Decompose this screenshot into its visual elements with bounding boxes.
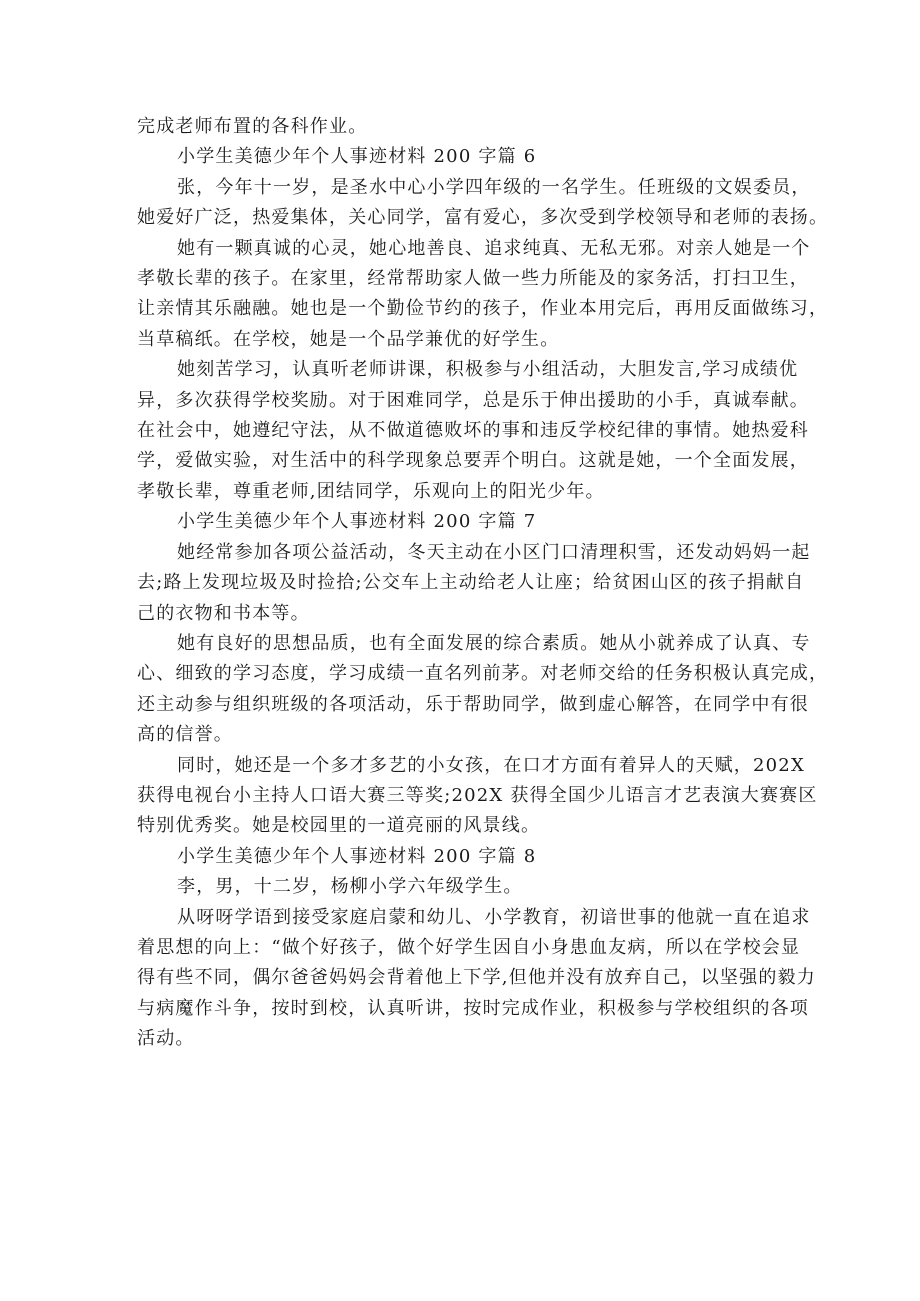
section-heading: 小学生美德少年个人事迹材料 200 字篇 6 (177, 146, 537, 168)
text-line: 完成老师布置的各科作业。 (137, 116, 368, 137)
text-line: 学，爱做实验，对生活中的科学现象总要弄个明白。这就是她，一个全面发展， (137, 450, 809, 472)
text-line: 着思想的向上：“做个好孩子，做个好学生因自小身患血友病，所以在学校会显 (137, 936, 801, 958)
section-heading: 小学生美德少年个人事迹材料 200 字篇 7 (177, 511, 537, 533)
text-line: 心、细致的学习态度，学习成绩一直名列前茅。对老师交给的任务积极认真完成， (137, 663, 829, 685)
text-line: 特别优秀奖。她是校园里的一道亮丽的风景线。 (137, 815, 541, 837)
text-line: 在社会中，她遵纪守法，从不做道德败坏的事和违反学校纪律的事情。她热爱科 (137, 420, 809, 442)
text-line: 还主动参与组织班级的各项活动，乐于帮助同学，做到虚心解答，在同学中有很 (137, 693, 809, 715)
paragraph-line: 李，男，十二岁，杨柳小学六年级学生。 (177, 876, 523, 898)
text-line: 孝敬长辈，尊重老师,团结同学，乐观向上的阳光少年。 (137, 480, 605, 502)
paragraph-line: 她有一颗真诚的心灵，她心地善良、追求纯真、无私无邪。对亲人她是一个 (177, 237, 811, 259)
text-line: 与病魔作斗争，按时到校，认真听讲，按时完成作业，积极参与学校组织的各项 (137, 997, 809, 1019)
text-line: 获得电视台小主持人口语大赛三等奖;202X 获得全国少儿语言才艺表演大赛赛区 (137, 784, 818, 806)
text-line: 活动。 (137, 1028, 195, 1050)
text-line: 异，多次获得学校奖励。对于困难同学，总是乐于伸出援助的小手，真诚奉献。 (137, 389, 809, 411)
text-line: 去;路上发现垃圾及时捡拾;公交车上主动给老人让座；给贫困山区的孩子捐献自 (137, 572, 805, 594)
text-line: 得有些不同，偶尔爸爸妈妈会背着他上下学,但他并没有放弃自己，以坚强的毅力 (137, 967, 816, 989)
paragraph-line: 张，今年十一岁，是圣水中心小学四年级的一名学生。任班级的文娱委员， (177, 176, 811, 198)
text-line: 孝敬长辈的孩子。在家里，经常帮助家人做一些力所能及的家务活，打扫卫生， (137, 268, 809, 290)
text-line: 己的衣物和书本等。 (137, 602, 310, 624)
text-line: 高的信誉。 (137, 724, 233, 746)
paragraph-line: 她有良好的思想品质，也有全面发展的综合素质。她从小就养成了认真、专 (177, 632, 811, 654)
text-line: 她爱好广泛，热爱集体，关心同学，富有爱心，多次受到学校领导和老师的表扬。 (137, 207, 829, 229)
text-line: 让亲情其乐融融。她也是一个勤俭节约的孩子，作业本用完后，再用反面做练习， (137, 298, 829, 320)
text-line: 当草稿纸。在学校，她是一个品学兼优的好学生。 (137, 328, 560, 350)
paragraph-line: 她经常参加各项公益活动，冬天主动在小区门口清理积雪，还发动妈妈一起 (177, 541, 811, 563)
paragraph-line: 她刻苦学习，认真听老师讲课，积极参与小组活动，大胆发言,学习成绩优 (177, 359, 799, 381)
section-heading: 小学生美德少年个人事迹材料 200 字篇 8 (177, 845, 537, 867)
paragraph-line: 同时，她还是一个多才多艺的小女孩，在口才方面有着异人的天赋，202X (177, 754, 805, 776)
paragraph-line: 从呀呀学语到接受家庭启蒙和幼儿、小学教育，初谙世事的他就一直在追求 (177, 906, 811, 928)
